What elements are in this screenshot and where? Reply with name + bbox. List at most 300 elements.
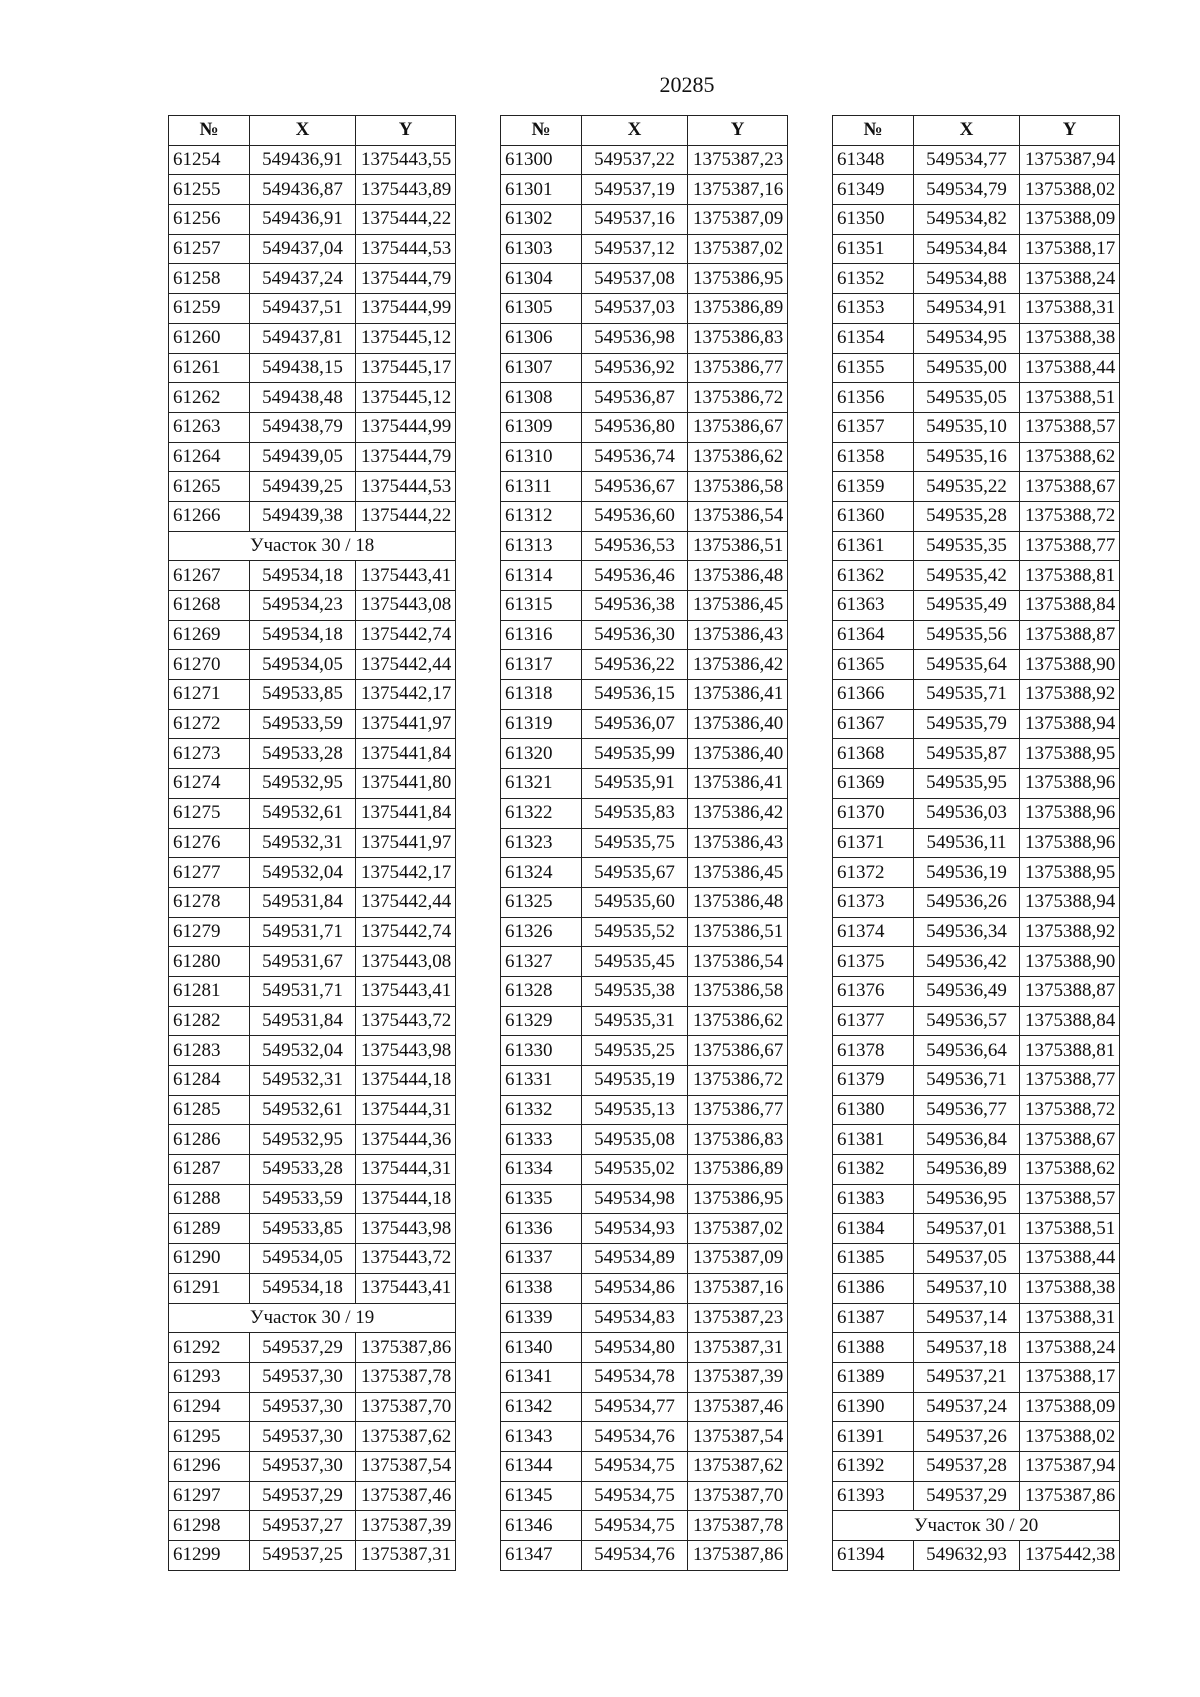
table-row (501, 976, 788, 1006)
x-coordinate-cell: 549537,24 (914, 1392, 1020, 1422)
y-coordinate-cell: 1375388,17 (1020, 1362, 1120, 1392)
point-number-cell: 61368 (833, 739, 914, 769)
table-row (501, 798, 788, 828)
table-row (833, 1303, 1120, 1333)
x-coordinate-cell: 549632,93 (914, 1541, 1020, 1571)
point-number-cell: 61284 (169, 1066, 250, 1096)
table-row (501, 1303, 788, 1333)
point-number-cell: 61276 (169, 828, 250, 858)
x-coordinate-cell: 549534,77 (914, 145, 1020, 175)
x-coordinate-cell: 549534,83 (582, 1303, 688, 1333)
x-coordinate-cell: 549438,48 (250, 383, 356, 413)
table-row (169, 769, 456, 799)
y-coordinate-cell: 1375386,72 (688, 1066, 788, 1096)
y-coordinate-cell: 1375443,41 (356, 976, 456, 1006)
point-number-cell: 61287 (169, 1155, 250, 1185)
table-row (169, 947, 456, 977)
x-coordinate-cell: 549537,08 (582, 264, 688, 294)
y-coordinate-cell: 1375387,62 (356, 1422, 456, 1452)
x-coordinate-cell: 549535,52 (582, 917, 688, 947)
y-coordinate-cell: 1375388,38 (1020, 323, 1120, 353)
x-coordinate-cell: 549439,25 (250, 472, 356, 502)
x-coordinate-cell: 549537,29 (914, 1481, 1020, 1511)
point-number-cell: 61354 (833, 323, 914, 353)
x-coordinate-cell: 549534,84 (914, 234, 1020, 264)
x-coordinate-cell: 549534,80 (582, 1333, 688, 1363)
x-coordinate-cell: 549533,59 (250, 709, 356, 739)
y-coordinate-cell: 1375387,54 (688, 1422, 788, 1452)
page-number: 20285 (659, 72, 715, 97)
table-row (501, 828, 788, 858)
point-number-cell: 61380 (833, 1095, 914, 1125)
point-number-cell: 61321 (501, 769, 582, 799)
point-number-cell: 61387 (833, 1303, 914, 1333)
point-number-cell: 61285 (169, 1095, 250, 1125)
y-coordinate-cell: 1375387,16 (688, 1273, 788, 1303)
x-coordinate-cell: 549533,28 (250, 739, 356, 769)
x-coordinate-cell: 549537,30 (250, 1392, 356, 1422)
point-number-cell: 61311 (501, 472, 582, 502)
y-coordinate-cell: 1375387,39 (688, 1362, 788, 1392)
table-header-row (501, 116, 788, 146)
y-coordinate-cell: 1375387,02 (688, 1214, 788, 1244)
y-coordinate-cell: 1375388,95 (1020, 858, 1120, 888)
point-number-cell: 61304 (501, 264, 582, 294)
table-row (169, 353, 456, 383)
point-number-cell: 61392 (833, 1451, 914, 1481)
x-coordinate-cell: 549532,61 (250, 798, 356, 828)
x-coordinate-cell: 549535,22 (914, 472, 1020, 502)
x-coordinate-cell: 549535,42 (914, 561, 1020, 591)
table-row (501, 175, 788, 205)
header-number: № (169, 116, 250, 146)
x-coordinate-cell: 549535,64 (914, 650, 1020, 680)
x-coordinate-cell: 549536,84 (914, 1125, 1020, 1155)
y-coordinate-cell: 1375388,77 (1020, 1066, 1120, 1096)
table-row (501, 591, 788, 621)
table-row (169, 1066, 456, 1096)
table-row (169, 1155, 456, 1185)
point-number-cell: 61297 (169, 1481, 250, 1511)
y-coordinate-cell: 1375441,84 (356, 798, 456, 828)
point-number-cell: 61291 (169, 1273, 250, 1303)
y-coordinate-cell: 1375386,45 (688, 858, 788, 888)
point-number-cell: 61256 (169, 205, 250, 235)
header-x: X (914, 116, 1020, 146)
table-row (501, 1244, 788, 1274)
x-coordinate-cell: 549439,05 (250, 442, 356, 472)
point-number-cell: 61302 (501, 205, 582, 235)
point-number-cell: 61326 (501, 917, 582, 947)
table-row (169, 442, 456, 472)
table-row (833, 442, 1120, 472)
table-row (169, 680, 456, 710)
table-row (501, 1511, 788, 1541)
x-coordinate-cell: 549535,08 (582, 1125, 688, 1155)
table-row (833, 1392, 1120, 1422)
x-coordinate-cell: 549537,30 (250, 1362, 356, 1392)
table-row (833, 828, 1120, 858)
table-row (833, 175, 1120, 205)
table-row (169, 1184, 456, 1214)
x-coordinate-cell: 549437,81 (250, 323, 356, 353)
y-coordinate-cell: 1375386,42 (688, 798, 788, 828)
table-row (833, 798, 1120, 828)
y-coordinate-cell: 1375387,78 (688, 1511, 788, 1541)
x-coordinate-cell: 549536,15 (582, 680, 688, 710)
y-coordinate-cell: 1375386,54 (688, 501, 788, 531)
point-number-cell: 61351 (833, 234, 914, 264)
point-number-cell: 61365 (833, 650, 914, 680)
y-coordinate-cell: 1375386,62 (688, 442, 788, 472)
table-row (833, 353, 1120, 383)
point-number-cell: 61337 (501, 1244, 582, 1274)
y-coordinate-cell: 1375386,72 (688, 383, 788, 413)
y-coordinate-cell: 1375386,51 (688, 531, 788, 561)
x-coordinate-cell: 549535,87 (914, 739, 1020, 769)
x-coordinate-cell: 549537,18 (914, 1333, 1020, 1363)
table-row (169, 1125, 456, 1155)
point-number-cell: 61381 (833, 1125, 914, 1155)
table-row (833, 739, 1120, 769)
x-coordinate-cell: 549534,86 (582, 1273, 688, 1303)
table-row (501, 1422, 788, 1452)
point-number-cell: 61306 (501, 323, 582, 353)
point-number-cell: 61261 (169, 353, 250, 383)
point-number-cell: 61303 (501, 234, 582, 264)
y-coordinate-cell: 1375444,99 (356, 412, 456, 442)
x-coordinate-cell: 549536,19 (914, 858, 1020, 888)
x-coordinate-cell: 549536,03 (914, 798, 1020, 828)
table-row (169, 709, 456, 739)
point-number-cell: 61373 (833, 887, 914, 917)
x-coordinate-cell: 549537,29 (250, 1333, 356, 1363)
point-number-cell: 61322 (501, 798, 582, 828)
y-coordinate-cell: 1375388,17 (1020, 234, 1120, 264)
table-row (501, 234, 788, 264)
y-coordinate-cell: 1375386,67 (688, 412, 788, 442)
table-row (501, 145, 788, 175)
y-coordinate-cell: 1375386,95 (688, 1184, 788, 1214)
y-coordinate-cell: 1375387,86 (356, 1333, 456, 1363)
y-coordinate-cell: 1375387,31 (688, 1333, 788, 1363)
x-coordinate-cell: 549436,91 (250, 205, 356, 235)
section-title: Участок 30 / 19 (169, 1303, 456, 1333)
y-coordinate-cell: 1375388,87 (1020, 620, 1120, 650)
point-number-cell: 61305 (501, 294, 582, 324)
point-number-cell: 61391 (833, 1422, 914, 1452)
point-number-cell: 61329 (501, 1006, 582, 1036)
x-coordinate-cell: 549531,84 (250, 1006, 356, 1036)
x-coordinate-cell: 549535,35 (914, 531, 1020, 561)
x-coordinate-cell: 549535,05 (914, 383, 1020, 413)
point-number-cell: 61343 (501, 1422, 582, 1452)
table-row (169, 234, 456, 264)
x-coordinate-cell: 549436,87 (250, 175, 356, 205)
table-row (833, 620, 1120, 650)
x-coordinate-cell: 549534,89 (582, 1244, 688, 1274)
y-coordinate-cell: 1375388,62 (1020, 442, 1120, 472)
y-coordinate-cell: 1375387,46 (356, 1481, 456, 1511)
point-number-cell: 61288 (169, 1184, 250, 1214)
coordinates-table-1 (168, 115, 456, 1571)
point-number-cell: 61336 (501, 1214, 582, 1244)
y-coordinate-cell: 1375388,38 (1020, 1273, 1120, 1303)
table-row (169, 1273, 456, 1303)
x-coordinate-cell: 549535,00 (914, 353, 1020, 383)
point-number-cell: 61265 (169, 472, 250, 502)
table-row (501, 294, 788, 324)
point-number-cell: 61374 (833, 917, 914, 947)
x-coordinate-cell: 549536,92 (582, 353, 688, 383)
point-number-cell: 61307 (501, 353, 582, 383)
table-row (169, 1095, 456, 1125)
x-coordinate-cell: 549531,71 (250, 917, 356, 947)
y-coordinate-cell: 1375387,31 (356, 1541, 456, 1571)
table-row (169, 175, 456, 205)
table-row (169, 1244, 456, 1274)
table-row (833, 858, 1120, 888)
point-number-cell: 61345 (501, 1481, 582, 1511)
x-coordinate-cell: 549537,03 (582, 294, 688, 324)
x-coordinate-cell: 549534,95 (914, 323, 1020, 353)
table-row (169, 1333, 456, 1363)
table-row (169, 798, 456, 828)
table-row (833, 1451, 1120, 1481)
table-row (169, 472, 456, 502)
table-row (501, 1541, 788, 1571)
header-y: Y (688, 116, 788, 146)
point-number-cell: 61375 (833, 947, 914, 977)
x-coordinate-cell: 549535,75 (582, 828, 688, 858)
point-number-cell: 61386 (833, 1273, 914, 1303)
x-coordinate-cell: 549537,19 (582, 175, 688, 205)
point-number-cell: 61382 (833, 1155, 914, 1185)
table-header-row (169, 116, 456, 146)
y-coordinate-cell: 1375388,96 (1020, 798, 1120, 828)
y-coordinate-cell: 1375387,86 (1020, 1481, 1120, 1511)
point-number-cell: 61270 (169, 650, 250, 680)
x-coordinate-cell: 549534,78 (582, 1362, 688, 1392)
x-coordinate-cell: 549536,26 (914, 887, 1020, 917)
x-coordinate-cell: 549535,02 (582, 1155, 688, 1185)
x-coordinate-cell: 549536,46 (582, 561, 688, 591)
table-row (501, 1481, 788, 1511)
point-number-cell: 61349 (833, 175, 914, 205)
point-number-cell: 61363 (833, 591, 914, 621)
x-coordinate-cell: 549534,79 (914, 175, 1020, 205)
x-coordinate-cell: 549535,45 (582, 947, 688, 977)
y-coordinate-cell: 1375386,43 (688, 620, 788, 650)
point-number-cell: 61347 (501, 1541, 582, 1571)
table-row (833, 1541, 1120, 1571)
x-coordinate-cell: 549534,77 (582, 1392, 688, 1422)
table-row (501, 323, 788, 353)
y-coordinate-cell: 1375386,54 (688, 947, 788, 977)
y-coordinate-cell: 1375441,80 (356, 769, 456, 799)
table-row (501, 1392, 788, 1422)
point-number-cell: 61324 (501, 858, 582, 888)
table-row (501, 709, 788, 739)
point-number-cell: 61313 (501, 531, 582, 561)
y-coordinate-cell: 1375386,62 (688, 1006, 788, 1036)
y-coordinate-cell: 1375388,51 (1020, 383, 1120, 413)
point-number-cell: 61258 (169, 264, 250, 294)
x-coordinate-cell: 549532,31 (250, 828, 356, 858)
point-number-cell: 61357 (833, 412, 914, 442)
x-coordinate-cell: 549537,30 (250, 1451, 356, 1481)
x-coordinate-cell: 549534,18 (250, 620, 356, 650)
table-row (833, 234, 1120, 264)
table-row (169, 1541, 456, 1571)
x-coordinate-cell: 549535,67 (582, 858, 688, 888)
x-coordinate-cell: 549535,56 (914, 620, 1020, 650)
point-number-cell: 61378 (833, 1036, 914, 1066)
point-number-cell: 61314 (501, 561, 582, 591)
x-coordinate-cell: 549534,93 (582, 1214, 688, 1244)
y-coordinate-cell: 1375388,72 (1020, 1095, 1120, 1125)
table-row (169, 1036, 456, 1066)
point-number-cell: 61264 (169, 442, 250, 472)
point-number-cell: 61312 (501, 501, 582, 531)
y-coordinate-cell: 1375387,39 (356, 1511, 456, 1541)
table-row (501, 1125, 788, 1155)
y-coordinate-cell: 1375444,79 (356, 264, 456, 294)
y-coordinate-cell: 1375441,84 (356, 739, 456, 769)
x-coordinate-cell: 549535,13 (582, 1095, 688, 1125)
x-coordinate-cell: 549535,10 (914, 412, 1020, 442)
y-coordinate-cell: 1375388,09 (1020, 205, 1120, 235)
y-coordinate-cell: 1375443,08 (356, 591, 456, 621)
table-row (501, 947, 788, 977)
y-coordinate-cell: 1375387,70 (688, 1481, 788, 1511)
section-row (833, 1511, 1120, 1541)
table-row (833, 501, 1120, 531)
table-row (501, 1155, 788, 1185)
y-coordinate-cell: 1375386,41 (688, 680, 788, 710)
point-number-cell: 61315 (501, 591, 582, 621)
point-number-cell: 61360 (833, 501, 914, 531)
table-row (501, 1095, 788, 1125)
table-row (501, 412, 788, 442)
table-row (169, 264, 456, 294)
x-coordinate-cell: 549535,28 (914, 501, 1020, 531)
x-coordinate-cell: 549536,95 (914, 1184, 1020, 1214)
y-coordinate-cell: 1375388,31 (1020, 294, 1120, 324)
y-coordinate-cell: 1375386,45 (688, 591, 788, 621)
point-number-cell: 61355 (833, 353, 914, 383)
y-coordinate-cell: 1375388,92 (1020, 680, 1120, 710)
point-number-cell: 61335 (501, 1184, 582, 1214)
y-coordinate-cell: 1375444,99 (356, 294, 456, 324)
y-coordinate-cell: 1375443,08 (356, 947, 456, 977)
table-row (833, 1362, 1120, 1392)
y-coordinate-cell: 1375387,94 (1020, 1451, 1120, 1481)
x-coordinate-cell: 549535,49 (914, 591, 1020, 621)
table-row (833, 1214, 1120, 1244)
y-coordinate-cell: 1375442,17 (356, 858, 456, 888)
x-coordinate-cell: 549532,95 (250, 1125, 356, 1155)
table-row (501, 739, 788, 769)
table-row (501, 1362, 788, 1392)
table-row (169, 383, 456, 413)
x-coordinate-cell: 549533,59 (250, 1184, 356, 1214)
header-x: X (250, 116, 356, 146)
x-coordinate-cell: 549536,87 (582, 383, 688, 413)
table-row (833, 650, 1120, 680)
x-coordinate-cell: 549439,38 (250, 501, 356, 531)
x-coordinate-cell: 549437,04 (250, 234, 356, 264)
y-coordinate-cell: 1375388,24 (1020, 264, 1120, 294)
table-row (169, 145, 456, 175)
table-row (169, 205, 456, 235)
x-coordinate-cell: 549534,75 (582, 1481, 688, 1511)
x-coordinate-cell: 549536,11 (914, 828, 1020, 858)
y-coordinate-cell: 1375386,48 (688, 561, 788, 591)
table-row (501, 917, 788, 947)
table-row (169, 1451, 456, 1481)
point-number-cell: 61361 (833, 531, 914, 561)
section-title: Участок 30 / 20 (833, 1511, 1120, 1541)
table-row (833, 1273, 1120, 1303)
point-number-cell: 61393 (833, 1481, 914, 1511)
point-number-cell: 61299 (169, 1541, 250, 1571)
x-coordinate-cell: 549535,91 (582, 769, 688, 799)
table-row (169, 1422, 456, 1452)
y-coordinate-cell: 1375388,94 (1020, 887, 1120, 917)
y-coordinate-cell: 1375443,55 (356, 145, 456, 175)
table-row (169, 1481, 456, 1511)
table-row (169, 828, 456, 858)
point-number-cell: 61320 (501, 739, 582, 769)
point-number-cell: 61292 (169, 1333, 250, 1363)
point-number-cell: 61275 (169, 798, 250, 828)
y-coordinate-cell: 1375386,58 (688, 976, 788, 1006)
point-number-cell: 61310 (501, 442, 582, 472)
table-row (501, 1184, 788, 1214)
y-coordinate-cell: 1375444,18 (356, 1184, 456, 1214)
point-number-cell: 61385 (833, 1244, 914, 1274)
x-coordinate-cell: 549535,99 (582, 739, 688, 769)
table-row (501, 1451, 788, 1481)
point-number-cell: 61289 (169, 1214, 250, 1244)
x-coordinate-cell: 549537,01 (914, 1214, 1020, 1244)
point-number-cell: 61293 (169, 1362, 250, 1392)
point-number-cell: 61394 (833, 1541, 914, 1571)
point-number-cell: 61348 (833, 145, 914, 175)
table-row (833, 1184, 1120, 1214)
point-number-cell: 61366 (833, 680, 914, 710)
table-row (833, 472, 1120, 502)
table-row (169, 620, 456, 650)
table-row (833, 1125, 1120, 1155)
table-row (169, 561, 456, 591)
x-coordinate-cell: 549534,23 (250, 591, 356, 621)
table-row (169, 1511, 456, 1541)
y-coordinate-cell: 1375388,57 (1020, 1184, 1120, 1214)
x-coordinate-cell: 549537,21 (914, 1362, 1020, 1392)
table-row (833, 1422, 1120, 1452)
point-number-cell: 61280 (169, 947, 250, 977)
point-number-cell: 61384 (833, 1214, 914, 1244)
y-coordinate-cell: 1375388,87 (1020, 976, 1120, 1006)
table-row (501, 442, 788, 472)
y-coordinate-cell: 1375387,54 (356, 1451, 456, 1481)
point-number-cell: 61269 (169, 620, 250, 650)
y-coordinate-cell: 1375386,40 (688, 709, 788, 739)
point-number-cell: 61301 (501, 175, 582, 205)
point-number-cell: 61332 (501, 1095, 582, 1125)
